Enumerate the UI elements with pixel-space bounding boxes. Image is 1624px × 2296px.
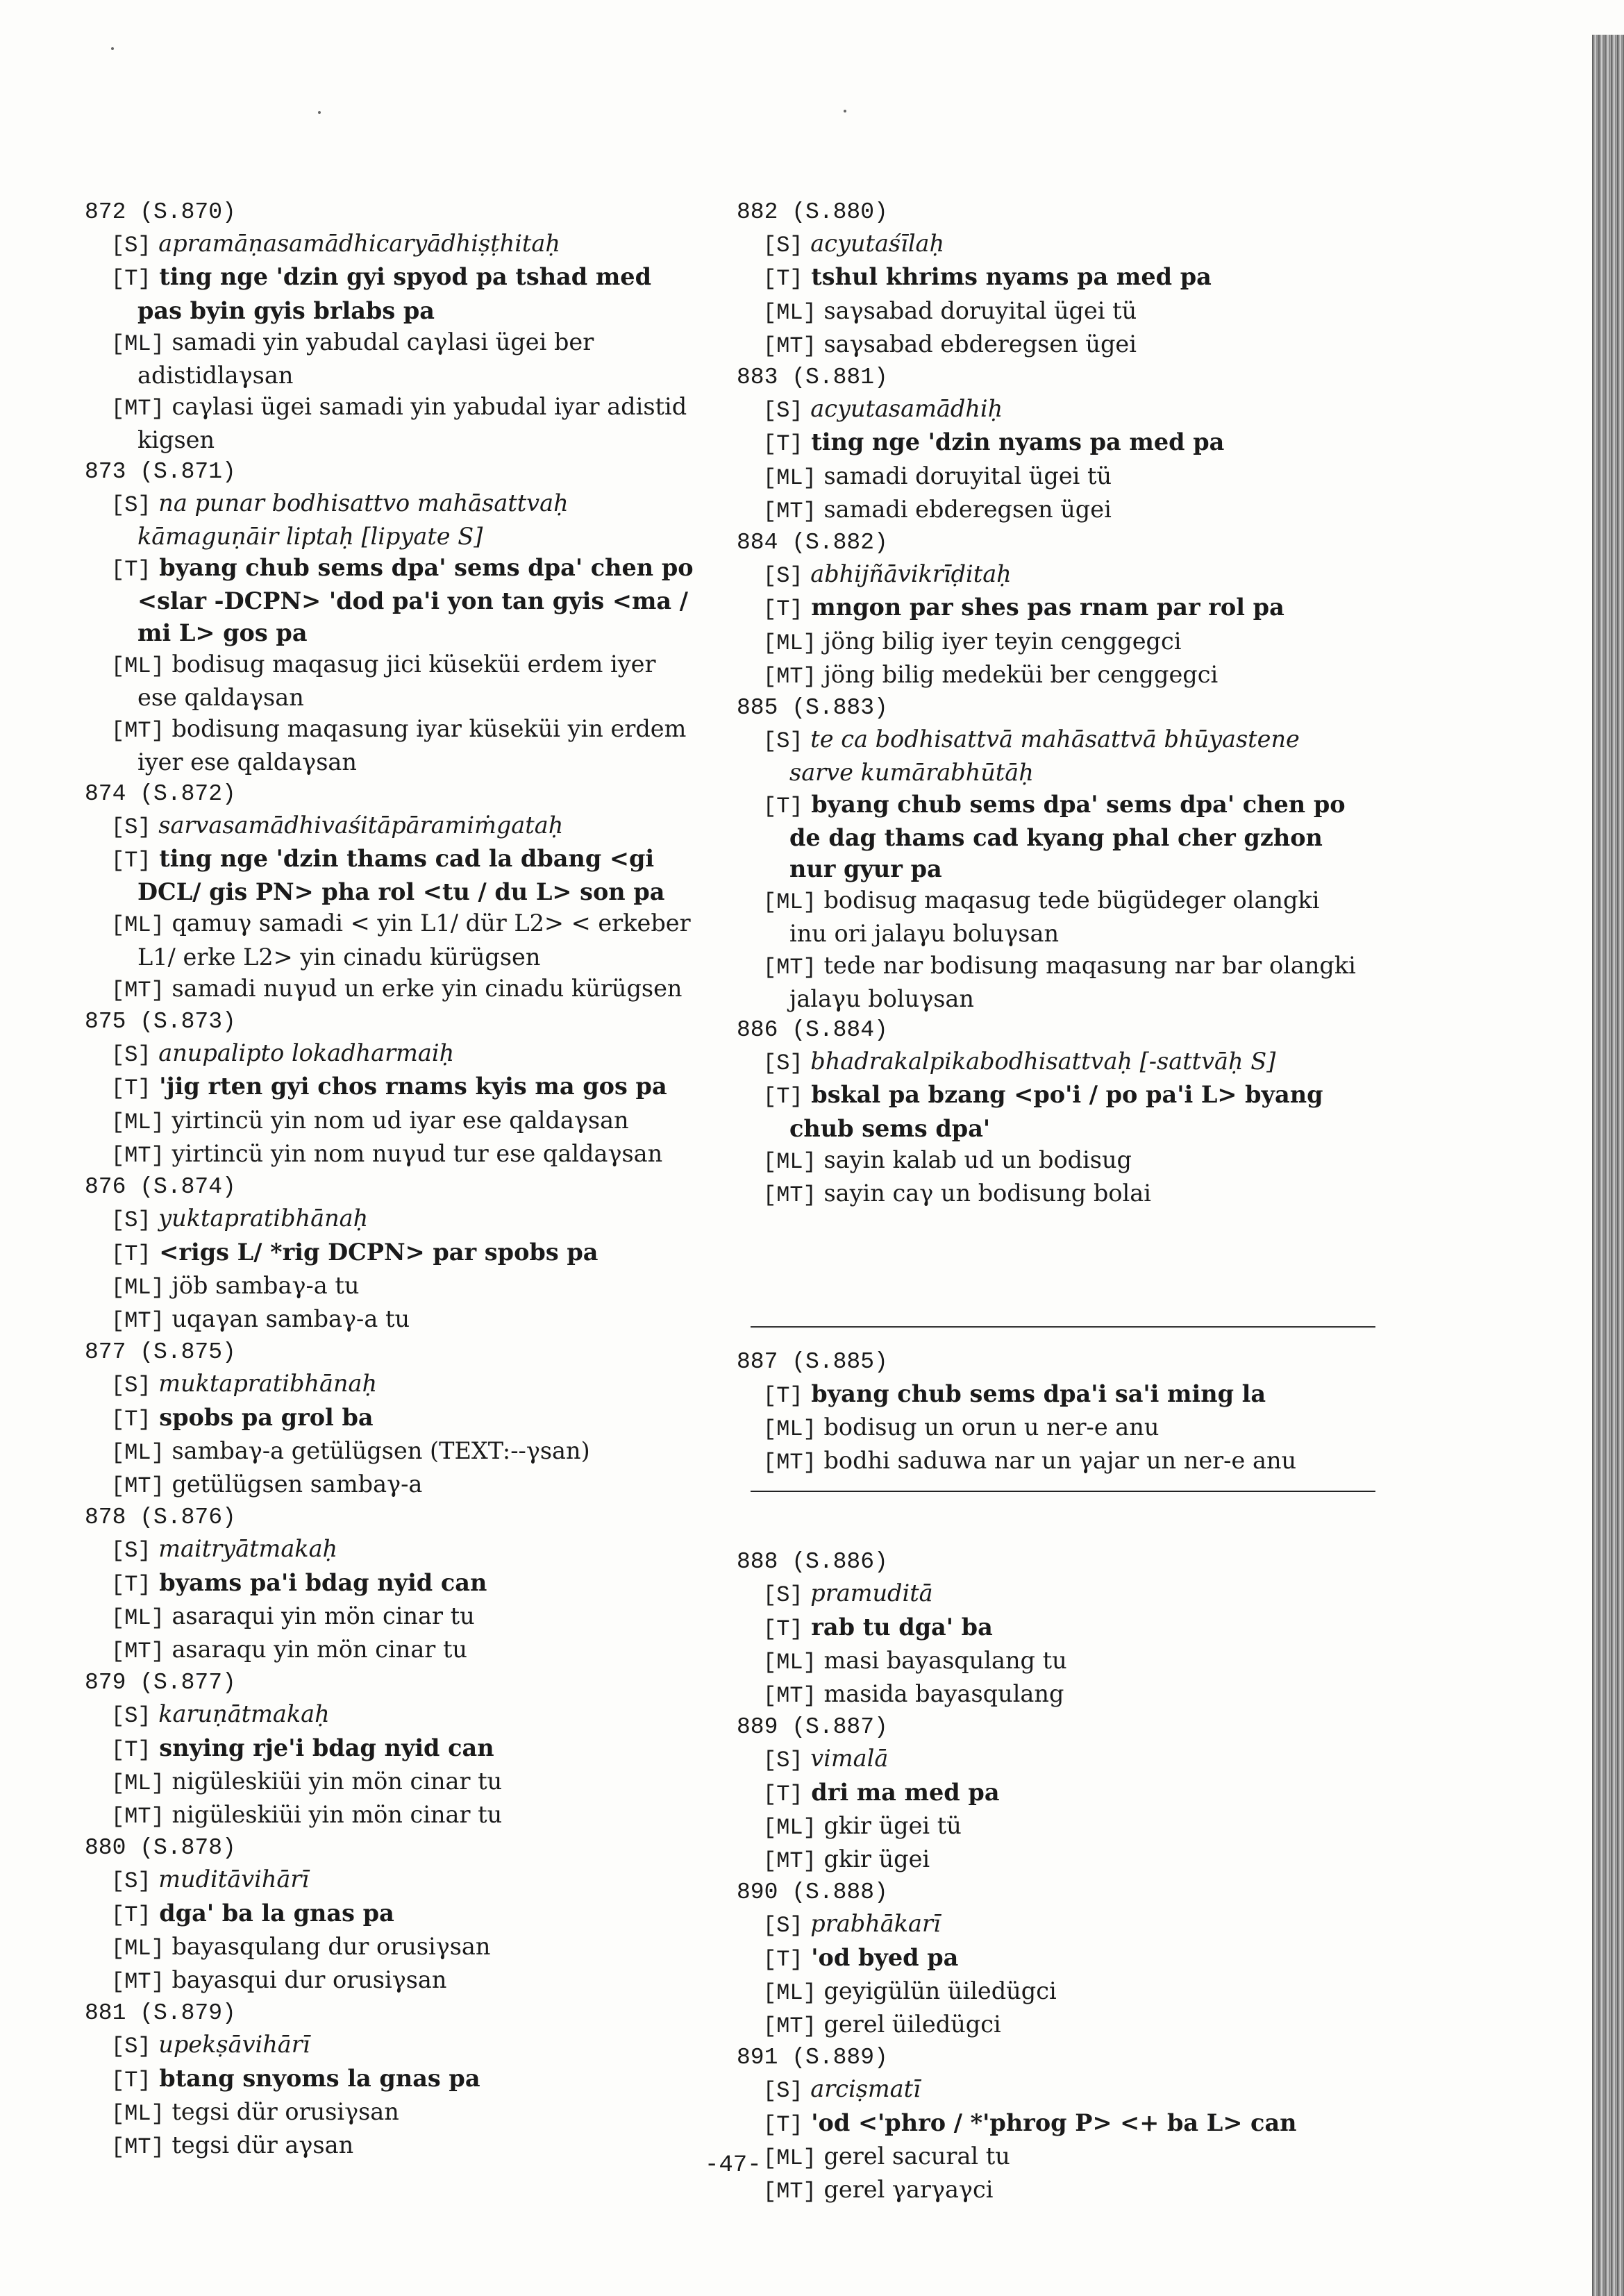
entry-text: 'jig rten gyi chos rnams kyis ma gos pa [151, 1073, 667, 1100]
section-heading-entry [737, 1346, 1362, 1478]
entry-line [763, 1079, 1362, 1143]
entry-line [763, 2009, 1362, 2042]
entry-text: samadi nuγud un erke yin cinadu kürügsen [164, 974, 683, 1002]
entry-line [763, 558, 1362, 592]
language-tag: [MT] [763, 1682, 817, 1709]
language-tag: [MT] [111, 718, 165, 744]
entry-text: saγsabad doruyital ügei tü [816, 296, 1137, 324]
dictionary-entry [85, 196, 696, 456]
entry-text: bskal pa bzang <po'i / po pa'i L> byang chub sems dpa' [789, 1081, 1323, 1142]
entry-line [111, 1533, 696, 1566]
language-tag: [ML] [111, 1109, 165, 1135]
entry-text: arciṣmatī [803, 2075, 921, 2103]
entry-text: samadi doruyital ügei tü [816, 462, 1112, 489]
entry-line [111, 1732, 696, 1766]
language-tag: [S] [763, 563, 803, 589]
entry-text: yirtincü yin nom nuγud tur ese qaldaγsan [164, 1139, 663, 1167]
entry-line [763, 1411, 1362, 1445]
entry-text: caγlasi ügei samadi yin yabudal iyar adistid kigsen [137, 393, 687, 454]
entry-text: nigüleskiüi yin mön cinar tu [164, 1800, 503, 1828]
entry-number: 885 (S.883) [737, 695, 888, 721]
entry-line [111, 907, 696, 972]
entry-text: maitryātmakaḥ [151, 1535, 338, 1563]
dictionary-entry [737, 692, 1362, 1014]
right-bottom-entries [737, 1546, 1362, 2207]
language-tag: [MT] [763, 498, 817, 524]
right-top-entries [737, 196, 1362, 1211]
entry-text: gerel sacural tu [816, 2142, 1010, 2170]
entry-number: 887 (S.885) [737, 1349, 888, 1375]
entry-text: rab tu dga' ba [803, 1613, 993, 1641]
entry-text: bodisung maqasung iyar küseküi yin erdem iyer ese qaldaγsan [137, 715, 687, 776]
entry-text: ting nge 'dzin gyi spyod pa tshad med pas byin gyis brlabs pa [137, 263, 652, 324]
entry-number: 872 (S.870) [85, 199, 236, 225]
entry-text: sambaγ-a getülügsen (TEXT:--γsan) [164, 1436, 590, 1464]
entry-text: 'od <'phro / *'phrog P> <+ ba L> can [803, 2109, 1297, 2136]
language-tag: [ML] [111, 1935, 165, 1961]
entry-line [763, 659, 1362, 692]
language-tag: [T] [763, 1946, 803, 1972]
entry-text: asaraqu yin mön cinar tu [164, 1635, 467, 1663]
entry-line [111, 2029, 696, 2062]
language-tag: [T] [763, 1781, 803, 1807]
entry-line [111, 1600, 696, 1634]
dictionary-entry [737, 2042, 1362, 2207]
entry-line [763, 2140, 1362, 2174]
entry-line [111, 1964, 696, 1997]
entry-text: gerel üiledügci [816, 2010, 1001, 2038]
entry-line [763, 460, 1362, 494]
language-tag: [S] [763, 1582, 803, 1609]
language-tag: [MT] [763, 333, 817, 359]
entry-text: anupalipto lokadharmaiḥ [151, 1039, 455, 1067]
language-tag: [ML] [111, 653, 165, 679]
language-tag: [T] [763, 1084, 803, 1110]
entry-line [763, 1645, 1362, 1678]
entry-text: asaraqui yin mön cinar tu [164, 1602, 475, 1629]
entry-text: masida bayasqulang [816, 1679, 1064, 1707]
entry-line [111, 1435, 696, 1468]
entry-number: 879 (S.877) [85, 1670, 236, 1696]
entry-line [763, 494, 1362, 527]
entry-number: 873 (S.871) [85, 458, 236, 485]
language-tag: [ML] [111, 1604, 165, 1631]
language-tag: [ML] [111, 1770, 165, 1796]
entry-line [111, 713, 696, 778]
language-tag: [S] [111, 814, 151, 840]
language-tag: [T] [763, 793, 803, 819]
entry-text: yuktapratibhānaḥ [151, 1205, 369, 1232]
entry-text: prabhākarī [803, 1910, 941, 1938]
language-tag: [ML] [763, 889, 817, 916]
language-tag: [S] [111, 1703, 151, 1729]
language-tag: [MT] [763, 954, 817, 980]
entry-line [111, 326, 696, 391]
language-tag: [T] [763, 266, 803, 292]
entry-line [111, 1567, 696, 1600]
language-tag: [ML] [763, 299, 817, 326]
dictionary-entry [737, 1877, 1362, 2042]
entry-text: gerel γarγaγci [816, 2175, 994, 2203]
entry-line [763, 1178, 1362, 1211]
entry-text: jöng bilig iyer teyin cenggegci [816, 627, 1182, 655]
entry-line [111, 1931, 696, 1964]
language-tag: [S] [111, 1538, 151, 1564]
entry-number: 886 (S.884) [737, 1017, 888, 1044]
entry-text: 'od byed pa [803, 1943, 959, 1971]
language-tag: [T] [763, 2111, 803, 2138]
entry-line [111, 1468, 696, 1502]
entry-line [111, 228, 696, 261]
entry-text: pramuditā [803, 1579, 933, 1607]
entry-text: vimalā [803, 1745, 889, 1773]
language-tag: [MT] [111, 1473, 165, 1499]
entry-line [763, 1843, 1362, 1877]
entry-line [763, 1611, 1362, 1645]
language-tag: [MT] [111, 1803, 165, 1829]
entry-line [111, 391, 696, 455]
language-tag: [MT] [111, 1968, 165, 1995]
entry-line [763, 1975, 1362, 2009]
entry-line [111, 1799, 696, 1832]
language-tag: [T] [763, 596, 803, 623]
language-tag: [ML] [111, 1439, 165, 1466]
entry-line [111, 1203, 696, 1236]
entry-line [111, 1071, 696, 1104]
dictionary-entry [85, 1997, 696, 2163]
entry-text: gkir ügei tü [816, 1811, 962, 1839]
page-number: -47- [705, 2152, 762, 2179]
entry-text: saγsabad ebderegsen ügei [816, 330, 1137, 358]
language-tag: [ML] [763, 1148, 817, 1175]
entry-text: spobs pa grol ba [151, 1403, 374, 1431]
entry-line [111, 843, 696, 907]
dictionary-entry [737, 1346, 1362, 1478]
left-column [85, 196, 696, 2163]
language-tag: [S] [763, 728, 803, 755]
language-tag: [T] [763, 1382, 803, 1409]
language-tag: [T] [111, 1406, 151, 1432]
language-tag: [T] [111, 848, 151, 874]
entry-text: bodhi saduwa nar un γajar un ner-e anu [816, 1446, 1297, 1474]
entry-line [111, 1368, 696, 1401]
entry-line [111, 1105, 696, 1138]
entry-line [763, 885, 1362, 949]
entry-number: 874 (S.872) [85, 780, 236, 807]
language-tag: [ML] [763, 464, 817, 491]
language-tag: [ML] [763, 1649, 817, 1675]
entry-line [763, 1678, 1362, 1711]
entry-text: nigüleskiüi yin mön cinar tu [164, 1767, 503, 1795]
entry-text: bayasqui dur orusiγsan [164, 1966, 447, 1993]
section-rule-top [751, 1326, 1375, 1331]
entry-text: gkir ügei [816, 1845, 930, 1872]
entry-line [763, 1445, 1362, 1478]
entry-line [763, 393, 1362, 426]
dictionary-entry [85, 1832, 696, 1997]
language-tag: [MT] [111, 1307, 165, 1334]
entry-line [111, 1863, 696, 1897]
dictionary-entry [737, 362, 1362, 527]
entry-line [111, 810, 696, 843]
dictionary-entry [737, 1711, 1362, 1877]
entry-text: ting nge 'dzin nyams pa med pa [803, 428, 1225, 456]
entry-text: geyigülün üiledügci [816, 1977, 1057, 2004]
entry-text: byams pa'i bdag nyid can [151, 1568, 487, 1596]
language-tag: [ML] [763, 630, 817, 656]
language-tag: [ML] [763, 1814, 817, 1841]
entry-text: byang chub sems dpa' sems dpa' chen po <slar -DCPN> 'dod pa'i yon tan gyis <ma / mi L> gos pa [137, 554, 694, 646]
entry-number: 881 (S.879) [85, 2000, 236, 2027]
entry-line [111, 973, 696, 1006]
entry-text: samadi yin yabudal caγlasi ügei ber adistidlaγsan [137, 328, 594, 389]
entry-line [111, 1897, 696, 1931]
entry-text: acyutasamādhiḥ [803, 395, 1003, 423]
entry-line [111, 1037, 696, 1071]
scan-edge-shadow [1592, 35, 1624, 2296]
entry-text: dga' ba la gnas pa [151, 1899, 394, 1927]
entry-line [763, 723, 1362, 788]
entry-text: dri ma med pa [803, 1778, 1000, 1806]
language-tag: [S] [111, 2034, 151, 2060]
language-tag: [S] [111, 1207, 151, 1234]
language-tag: [ML] [111, 912, 165, 939]
language-tag: [T] [111, 2067, 151, 2093]
entry-number: 884 (S.882) [737, 530, 888, 556]
entry-line [763, 592, 1362, 625]
entry-text: karuṇātmakaḥ [151, 1700, 330, 1728]
entry-line [763, 2073, 1362, 2106]
language-tag: [S] [763, 233, 803, 259]
entry-line [763, 426, 1362, 460]
entry-line [763, 295, 1362, 328]
entry-text: apramāṇasamādhicaryādhiṣṭhitaḥ [151, 230, 560, 258]
entry-text: <rigs L/ *rig DCPN> par spobs pa [151, 1238, 598, 1266]
language-tag: [ML] [111, 2100, 165, 2127]
entry-line [763, 2107, 1362, 2140]
language-tag: [S] [763, 1050, 803, 1077]
entry-number: 878 (S.876) [85, 1505, 236, 1531]
language-tag: [T] [111, 1241, 151, 1267]
dictionary-entry [85, 456, 696, 778]
dictionary-entry [737, 196, 1362, 362]
dictionary-entry [85, 1171, 696, 1336]
language-tag: [T] [111, 1571, 151, 1598]
language-tag: [T] [111, 1736, 151, 1763]
entry-line [763, 1046, 1362, 1079]
language-tag: [T] [763, 1616, 803, 1642]
entry-text: jöng bilig medeküi ber cenggegci [816, 660, 1219, 688]
entry-text: tegsi dür aγsan [164, 2131, 354, 2159]
entry-number: 876 (S.874) [85, 1174, 236, 1200]
entry-number: 890 (S.888) [737, 1879, 888, 1906]
entry-text: bhadrakalpikabodhisattvaḥ [-sattvāḥ S] [803, 1048, 1276, 1075]
language-tag: [ML] [763, 2145, 817, 2171]
language-tag: [S] [763, 2078, 803, 2104]
entry-line [763, 328, 1362, 362]
entry-text: qamuγ samadi < yin L1/ dür L2> < erkeber L1/ erke L2> yin cinadu kürügsen [137, 910, 691, 971]
language-tag: [S] [111, 1373, 151, 1399]
entry-line [111, 1237, 696, 1270]
entry-text: btang snyoms la gnas pa [151, 2064, 480, 2092]
language-tag: [MT] [763, 1449, 817, 1475]
entry-line [111, 2063, 696, 2096]
entry-line [763, 1908, 1362, 1941]
language-tag: [S] [111, 1042, 151, 1069]
entry-line [111, 2129, 696, 2163]
entry-text: tede nar bodisung maqasung nar bar olangki jalaγu boluγsan [789, 951, 1356, 1012]
language-tag: [S] [111, 233, 151, 259]
language-tag: [MT] [111, 396, 165, 422]
entry-line [111, 1634, 696, 1667]
entry-line [111, 552, 696, 648]
language-tag: [T] [111, 557, 151, 583]
entry-line [763, 950, 1362, 1014]
entry-line [111, 1270, 696, 1303]
entry-text: ting nge 'dzin thams cad la dbang <gi DCL/ gis PN> pha rol <tu / du L> son pa [137, 845, 665, 906]
entry-line [763, 789, 1362, 885]
entry-text: byang chub sems dpa' sems dpa' chen po de dag thams cad kyang phal cher gzhon nur gyur pa [789, 790, 1346, 883]
entry-text: masi bayasqulang tu [816, 1646, 1067, 1674]
language-tag: [MT] [763, 1847, 817, 1874]
entry-text: jöb sambaγ-a tu [164, 1271, 360, 1299]
entry-number: 889 (S.887) [737, 1714, 888, 1741]
dictionary-entry [85, 1667, 696, 1832]
entry-text: sayin kalab ud un bodisug [816, 1146, 1132, 1173]
language-tag: [S] [763, 1913, 803, 1939]
entry-line [763, 2174, 1362, 2207]
dictionary-entry [85, 1336, 696, 1502]
language-tag: [ML] [763, 1416, 817, 1442]
language-tag: [S] [111, 492, 151, 518]
entry-text: muditāvihārī [151, 1866, 310, 1893]
entry-text: upekṣāvihārī [151, 2031, 310, 2059]
language-tag: [T] [111, 266, 151, 292]
language-tag: [T] [111, 1075, 151, 1102]
entry-text: uqaγan sambaγ-a tu [164, 1305, 410, 1332]
entry-text: sayin caγ un bodisung bolai [816, 1180, 1151, 1207]
entry-text: na punar bodhisattvo mahāsattvaḥ kāmaguṇāir liptaḥ [lipyate S] [137, 489, 569, 551]
entry-line [111, 1138, 696, 1171]
dictionary-entry [85, 1006, 696, 1171]
language-tag: [MT] [111, 977, 165, 1003]
entry-line [763, 1378, 1362, 1411]
entry-text: mngon par shes pas rnam par rol pa [803, 594, 1284, 621]
entry-line [763, 1743, 1362, 1776]
language-tag: [ML] [111, 330, 165, 357]
entry-line [111, 2096, 696, 2129]
language-tag: [MT] [763, 663, 817, 689]
entry-line [111, 1402, 696, 1435]
entry-text: tshul khrims nyams pa med pa [803, 263, 1212, 291]
entry-line [763, 1777, 1362, 1810]
entry-line [763, 261, 1362, 294]
entry-number: 875 (S.873) [85, 1009, 236, 1035]
right-column [737, 196, 1362, 2207]
scan-speck [111, 47, 114, 50]
entry-text: bodisug maqasug tede bügüdeger olangki inu ori jalaγu boluγsan [789, 887, 1320, 948]
entry-number: 880 (S.878) [85, 1835, 236, 1861]
language-tag: [MT] [111, 2134, 165, 2160]
entry-line [111, 261, 696, 326]
entry-text: acyutaśīlaḥ [803, 230, 945, 258]
entry-text: yirtincü yin nom ud iyar ese qaldaγsan [164, 1106, 629, 1134]
entry-number: 883 (S.881) [737, 364, 888, 391]
entry-text: byang chub sems dpa'i sa'i ming la [803, 1380, 1266, 1407]
dictionary-entry [737, 527, 1362, 692]
language-tag: [T] [111, 1902, 151, 1928]
language-tag: [MT] [763, 2013, 817, 2039]
entry-number: 888 (S.886) [737, 1549, 888, 1575]
entry-text: tegsi dür orusiγsan [164, 2097, 399, 2125]
entry-text: snying rje'i bdag nyid can [151, 1734, 494, 1761]
entry-line [111, 487, 696, 552]
language-tag: [T] [763, 431, 803, 458]
language-tag: [MT] [111, 1142, 165, 1168]
entry-text: getülügsen sambaγ-a [164, 1470, 423, 1498]
language-tag: [MT] [763, 2178, 817, 2204]
entry-line [763, 1144, 1362, 1178]
entry-number: 891 (S.889) [737, 2045, 888, 2071]
entry-text: abhijñāvikrīḍitaḥ [803, 560, 1012, 588]
entry-text: bayasqulang dur orusiγsan [164, 1932, 491, 1960]
entry-line [111, 1698, 696, 1732]
entry-line [111, 1766, 696, 1799]
dictionary-entry [85, 778, 696, 1006]
language-tag: [S] [763, 398, 803, 424]
dictionary-entry [737, 1546, 1362, 1711]
language-tag: [ML] [763, 1979, 817, 2006]
entry-line [763, 228, 1362, 261]
entry-line [111, 1303, 696, 1336]
scan-speck [844, 110, 846, 112]
dictionary-entry [737, 1014, 1362, 1211]
language-tag: [MT] [763, 1182, 817, 1209]
entry-number: 882 (S.880) [737, 199, 888, 225]
scan-speck [318, 111, 321, 114]
entry-text: bodisug maqasug jici küseküi erdem iyer ese qaldaγsan [137, 650, 656, 712]
entry-line [111, 648, 696, 713]
entry-number: 877 (S.875) [85, 1339, 236, 1366]
language-tag: [S] [763, 1748, 803, 1774]
entry-text: sarvasamādhivaśitāpāramiṁgataḥ [151, 811, 564, 839]
entry-text: muktapratibhānaḥ [151, 1370, 378, 1398]
entry-line [763, 1577, 1362, 1611]
dictionary-entry [85, 1502, 696, 1667]
language-tag: [ML] [111, 1274, 165, 1300]
entry-text: te ca bodhisattvā mahāsattvā bhūyastene sarve kumārabhūtāḥ [789, 726, 1300, 787]
language-tag: [MT] [111, 1638, 165, 1664]
entry-text: bodisug un orun u ner-e anu [816, 1413, 1160, 1441]
language-tag: [S] [111, 1868, 151, 1895]
entry-line [763, 1810, 1362, 1843]
entry-text: samadi ebderegsen ügei [816, 495, 1112, 523]
entry-line [763, 626, 1362, 659]
entry-line [763, 1942, 1362, 1975]
